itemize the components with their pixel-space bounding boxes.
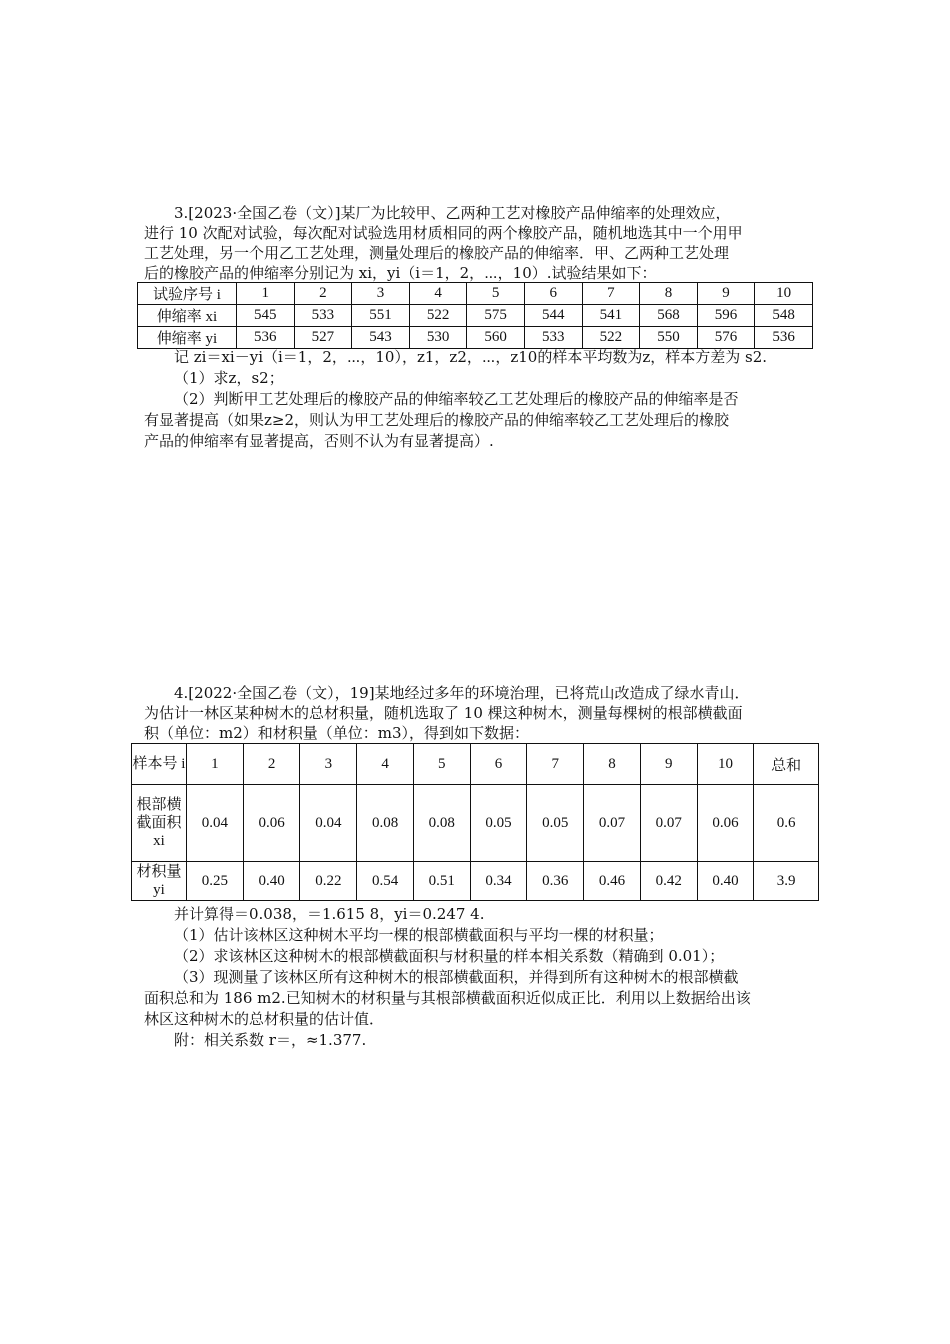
p3-index-cell: 10: [755, 283, 813, 305]
p3-index-cell: 5: [467, 283, 525, 305]
p3-intro-line1: 3.[2023·全国乙卷（文）]某厂为比较甲、乙两种工艺对橡胶产品伸缩率的处理效应，: [174, 204, 731, 222]
p4-index-cell: 7: [527, 744, 584, 785]
p4-y-row: [132, 862, 819, 901]
p3-y-cell: 550: [640, 327, 698, 349]
p4-x-cell: 0.6: [754, 785, 819, 862]
p4-index-cell: 9: [640, 744, 697, 785]
p4-y-cell: 0.25: [187, 862, 244, 901]
p4-index-cell: 5: [413, 744, 470, 785]
p3-index-cell: 4: [409, 283, 467, 305]
p4-index-cell: 总和: [754, 744, 819, 785]
p4-index-cell: 10: [697, 744, 754, 785]
p4-x-row: [132, 785, 819, 862]
p3-after-table: 记 zi＝xi－yi（i＝1，2，⋯，10），z1，z2，⋯，z10的样本平均数为z，样本方差为 s2.: [174, 348, 768, 366]
p3-x-cell: 544: [524, 305, 582, 327]
p3-question-2-line3: 产品的伸缩率有显著提高，否则不认为有显著提高）.: [144, 432, 494, 450]
p3-index-cell: 1: [237, 283, 295, 305]
p3-index-cell: 2: [294, 283, 352, 305]
p3-y-cell: 536: [237, 327, 295, 349]
p3-y-cell: 543: [352, 327, 410, 349]
p3-y-cell: 536: [755, 327, 813, 349]
p4-y-cell: 0.40: [243, 862, 300, 901]
p3-y-row: [138, 327, 813, 349]
p3-y-cell: 560: [467, 327, 525, 349]
p4-x-cell: 0.05: [470, 785, 527, 862]
p4-x-cell: 0.05: [527, 785, 584, 862]
p3-intro-line2: 进行 10 次配对试验，每次配对试验选用材质相同的两个橡胶产品，随机地选其中一个用甲: [144, 224, 743, 242]
p3-data-table: [137, 282, 813, 349]
p4-question-2: （2）求该林区这种树木的根部横截面积与材积量的样本相关系数（精确到 0.01）；: [174, 947, 725, 965]
p4-y-cell: 0.36: [527, 862, 584, 901]
p3-index-cell: 3: [352, 283, 410, 305]
p4-y-cell: 0.51: [413, 862, 470, 901]
p3-index-header: 试验序号 i: [138, 283, 237, 305]
p4-y-cell: 0.40: [697, 862, 754, 901]
p4-intro-line1: 4.[2022·全国乙卷（文），19]某地经过多年的环境治理，已将荒山改造成了绿水青山．: [174, 684, 750, 702]
p4-data-table: [131, 743, 819, 901]
p4-index-row: [132, 744, 819, 785]
p4-x-cell: 0.08: [357, 785, 414, 862]
p4-x-cell: 0.04: [300, 785, 357, 862]
p4-x-cell: 0.04: [187, 785, 244, 862]
p4-index-cell: 6: [470, 744, 527, 785]
p4-y-cell: 3.9: [754, 862, 819, 901]
p3-x-cell: 541: [582, 305, 640, 327]
p4-x-cell: 0.06: [697, 785, 754, 862]
p4-y-cell: 0.46: [584, 862, 641, 901]
p3-question-2-line2: 有显著提高（如果z≥2，则认为甲工艺处理后的橡胶产品的伸缩率较乙工艺处理后的橡胶: [144, 411, 730, 429]
p4-y-cell: 0.22: [300, 862, 357, 901]
p4-index-cell: 8: [584, 744, 641, 785]
p3-y-cell: 576: [697, 327, 755, 349]
p3-y-cell: 533: [524, 327, 582, 349]
p3-x-cell: 551: [352, 305, 410, 327]
p3-question-1: （1）求z，s2；: [174, 369, 284, 387]
p3-index-row: [138, 283, 813, 305]
p4-intro-line2: 为估计一林区某种树木的总材积量，随机选取了 10 棵这种树木，测量每棵树的根部横截面: [144, 704, 743, 722]
p4-y-cell: 0.54: [357, 862, 414, 901]
p4-question-3-line1: （3）现测量了该林区所有这种树木的根部横截面积，并得到所有这种树木的根部横截: [174, 968, 739, 986]
p4-y-cell: 0.42: [640, 862, 697, 901]
p4-after-table: 并计算得＝0.038，＝1.615 8，yi＝0.247 4.: [174, 905, 485, 923]
p3-index-cell: 7: [582, 283, 640, 305]
p4-x-header: 根部横截面积 xi: [132, 785, 187, 862]
p3-y-header: 伸缩率 yi: [138, 327, 237, 349]
p4-x-cell: 0.08: [413, 785, 470, 862]
p3-intro-line3: 工艺处理，另一个用乙工艺处理，测量处理后的橡胶产品的伸缩率．甲、乙两种工艺处理: [144, 244, 730, 262]
p4-x-cell: 0.07: [584, 785, 641, 862]
p3-x-header: 伸缩率 xi: [138, 305, 237, 327]
p4-appendix: 附：相关系数 r＝，≈1.377.: [174, 1031, 367, 1049]
p3-x-cell: 568: [640, 305, 698, 327]
p3-index-cell: 8: [640, 283, 698, 305]
p4-index-cell: 4: [357, 744, 414, 785]
p3-y-cell: 530: [409, 327, 467, 349]
p3-y-cell: 522: [582, 327, 640, 349]
p3-y-cell: 527: [294, 327, 352, 349]
p4-index-cell: 1: [187, 744, 244, 785]
p4-index-cell: 3: [300, 744, 357, 785]
p3-x-cell: 545: [237, 305, 295, 327]
p3-x-row: [138, 305, 813, 327]
p4-y-header: 材积量 yi: [132, 862, 187, 901]
p4-x-cell: 0.07: [640, 785, 697, 862]
p3-intro-line4: 后的橡胶产品的伸缩率分别记为 xi，yi（i＝1，2，⋯，10）.试验结果如下：: [144, 264, 657, 282]
p3-x-cell: 533: [294, 305, 352, 327]
p3-x-cell: 522: [409, 305, 467, 327]
p4-question-3-line2: 面积总和为 186 m2.已知树木的材积量与其根部横截面积近似成正比．利用以上数据给出该: [144, 989, 751, 1007]
p4-intro-line3: 积（单位：m2）和材积量（单位：m3），得到如下数据：: [144, 724, 530, 742]
p3-x-cell: 596: [697, 305, 755, 327]
p4-question-1: （1）估计该林区这种树木平均一棵的根部横截面积与平均一棵的材积量；: [174, 926, 664, 944]
p4-index-cell: 2: [243, 744, 300, 785]
p4-question-3-line3: 林区这种树木的总材积量的估计值．: [144, 1010, 385, 1028]
p3-question-2-line1: （2）判断甲工艺处理后的橡胶产品的伸缩率较乙工艺处理后的橡胶产品的伸缩率是否: [174, 390, 739, 408]
p3-index-cell: 6: [524, 283, 582, 305]
p4-y-cell: 0.34: [470, 862, 527, 901]
p3-index-cell: 9: [697, 283, 755, 305]
p3-x-cell: 548: [755, 305, 813, 327]
p4-x-cell: 0.06: [243, 785, 300, 862]
p3-x-cell: 575: [467, 305, 525, 327]
p4-index-header: 样本号 i: [132, 744, 187, 785]
